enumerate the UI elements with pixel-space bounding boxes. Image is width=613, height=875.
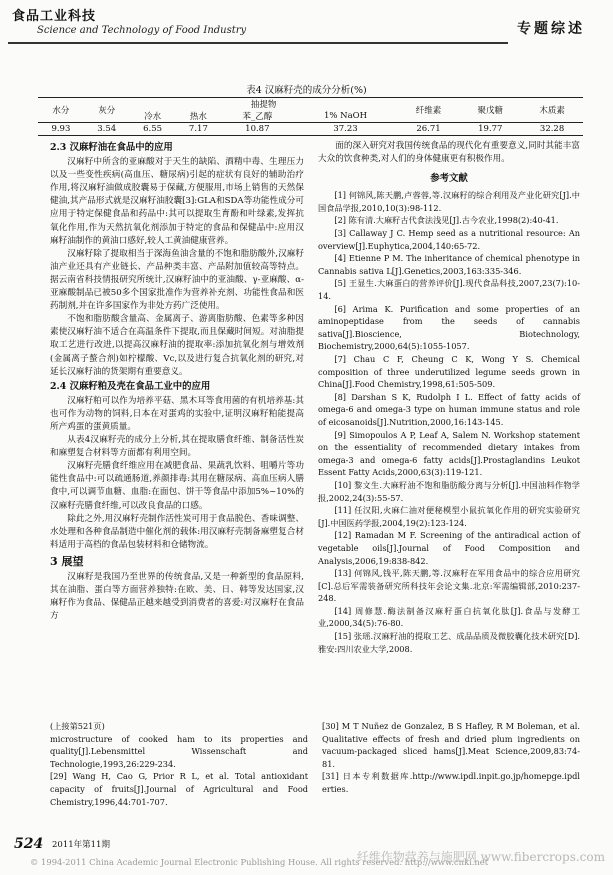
paragraph: 不饱和脂肪酸含量高、金属离子、游离脂肪酸、色素等多种因素使汉麻籽油不适合在高温条件下提取,而且保藏时间短。对油脂提取工艺进行改进,以提高汉麻籽油的提取率:添加抗氧化剂与增效剂(金属离子螯合剂)如柠檬酸、Vc,以及进行复合抗氧化剂的研究,对延长汉麻籽油的货架期有重要意义。 [50, 314, 304, 377]
section-heading: 2.4 汉麻籽粕及壳在食品工业中的应用 [50, 380, 211, 392]
paragraph: 汉麻籽中所含的亚麻酸对于天生的缺陷、酒精中毒、生理压力以及一些变性疾病(高血压、糖尿病)引起的症状有良好的辅助治疗作用,将汉麻籽油做成胶囊易于保藏,方便服用,市场上销售的天然保健油,其产品形式就是汉麻籽油胶囊[3]:GLA和SDA等功能性成分可应用于特定保健食品和药品中:其可以提取生育酚和叶绿素,发挥抗氧化作用,作为天然抗氧化剂添加于特定的食品和保健品中:应用汉麻籽油制作的黄油口感好,较人工黄油健康营养。 [50, 157, 304, 246]
reference-item: [15] 张瑶.汉麻籽油的提取工艺、成品品质及微胶囊化技术研究[D].雅安:四川农业大学,2008. [318, 631, 580, 654]
reference-item: [12] Ramadan M F. Screening of the antiradical action of vegetable oils[J].Journal of Food Composition and Analysis,2006,19:838-842. [318, 530, 580, 566]
col-header: 纤维素 [415, 106, 442, 116]
reference-item: [2] 陈有清.大麻籽古代食法浅见[J].古今农业,1998(2):40-41. [334, 215, 559, 226]
reference-item: [3] Callaway J C. Hemp seed as a nutritional resource: An overview[J].Euphytica,2004,140:65-72. [318, 228, 580, 251]
reference-item: [11] 任汉阳,火麻仁油对便秘模型小鼠抗氧化作用的研究实验研究[J].中国医药学报,2004,19(2):123-124. [318, 505, 580, 528]
table-cell: 3.54 [97, 124, 117, 134]
reference-item: [29] Wang H, Cao G, Prior R L, et al. Total antioxidant capacity of fruits[J].Journal of Agricultural and Food Chemistry,1996,44:701-707. [50, 771, 308, 807]
watermark: 纤维作物营养与施肥网 www.fibercrops.com [356, 850, 605, 864]
table-cell: 9.93 [51, 124, 71, 134]
left-column [50, 140, 304, 623]
reference-item: [7] Chau C F, Cheung C K, Wong Y S. Chemical composition of three underutilized legume seeds grown in China[J].Food Chemistry,1998,61:505-509. [318, 354, 580, 390]
continued-left [50, 720, 308, 808]
col-header: 苯_乙醇 [242, 112, 273, 122]
column-label: 专题综述 [517, 21, 585, 37]
reference-item: [5] 王显生.大麻蛋白的营养评价[J].现代食品科技,2007,23(7):10-14. [318, 278, 580, 302]
page-number: 524 [14, 836, 44, 852]
col-header: 灰分 [98, 106, 116, 116]
paragraph: 除此之外,用汉麻籽壳制作活性炭可用于食品脱色、香味调整、水处理和各种食品制造中催化剂的载体:用汉麻籽壳制备麻塑复合材料适用于高档的食品包装材料和仓储物流。 [50, 513, 304, 550]
col-header: 水分 [52, 106, 70, 116]
journal-title-en: Science and Technology of Food Industry [37, 25, 247, 36]
paragraph: 面的深入研究对我国传统食品的现代化有重要意义,同时其能丰富大众的饮食种类,对人们的身体健康更有积极作用。 [318, 141, 580, 165]
copyright-line: © 1994-2011 China Academic Journal Electronic Publishing House. All rights reserved. http://www.cnki.net [30, 857, 489, 867]
col-header: 聚戊糖 [477, 106, 504, 116]
composition-table [38, 97, 583, 136]
table-cell: 10.87 [245, 124, 270, 134]
table-cell: 37.23 [333, 124, 358, 134]
table-cell: 19.77 [478, 124, 503, 134]
reference-item: [6] Arima K. Purification and some properties of an aminopeptidase from the seeds of cannabis sativa[J].Bioscience, Biotechnology, Biochemistry,2000,64(5):1055-1057. [318, 303, 580, 352]
reference-item: [13] 何锦风,钱平,陈天鹏,等.汉麻籽在军用食品中的综合应用研究[C].总后军需装备研究所科技年会论文集.北京:军需编辑部,2010:237-248. [318, 568, 580, 604]
table-cell: 32.28 [539, 124, 565, 134]
reference-item: [1] 何锦风,陈天鹏,卢蓉蓉,等.汉麻籽的综合利用及产业化研究[J].中国食品学报,2010,10(3):98-112. [318, 190, 580, 213]
header-rule [8, 42, 508, 44]
journal-title-cn: 食品工业科技 [12, 9, 97, 24]
paragraph: 汉麻籽除了提取相当于深海鱼油含量的不饱和脂肪酸外,汉麻籽油产业还具有产业链长、产品种类丰富、产品附加值较高等特点。据云南省科技情报研究所统计,汉麻籽油中的亚油酸、γ-亚麻酸、α-亚麻酸制品已被50多个国家批准作为营养补充剂、功能性食品和医药制剂,并在许多国家作为非处方药广泛使用。 [50, 248, 304, 312]
paragraph: 汉麻籽是我国乃至世界的传统食品,又是一种新型的食品原料,其在油脂、蛋白等方面营养独特:在欧、美、日、韩等发达国家,汉麻籽作为食品、保健品正越来越受到消费者的喜爱:对汉麻籽在食品方 [50, 572, 304, 622]
reference-item: microstructure of cooked ham to its properties and quality[J].Lebensmittel Wissenschaft and Technologie,1993,26:229-234. [50, 733, 308, 769]
reference-item: [4] Etienne P M. The inheritance of chemical phenotype in Cannabis sativa L[J].Genetics,2003,163:335-346. [318, 253, 580, 276]
reference-item: [10] 黎文生.大麻籽油不饱和脂肪酸分离与分析[J].中国油料作物学报,2002,24(3):55-57. [318, 479, 580, 503]
reference-item: [14] 周修慧.酶法制备汉麻籽蛋白抗氧化肽[J].食品与发酵工业,2000,34(5):76-80. [318, 605, 580, 629]
table-cell: 6.55 [143, 124, 163, 134]
section-heading: 2.3 汉麻籽油在食品中的应用 [50, 142, 173, 153]
paragraph: 从表4汉麻籽壳的成分上分析,其在提取膳食纤维、制备活性炭和麻塑复合材料等方面都有利用空间。 [50, 435, 304, 459]
table-cell: 7.17 [188, 124, 208, 134]
col-header: 热水 [189, 112, 207, 122]
references-heading: 参考文献 [430, 173, 468, 185]
reference-item: [8] Darshan S K, Rudolph I L. Effect of fatty acids of omega-6 and omega-3 type on human immune status and role of eicosanoids[J].Nutrition,2000,16:143-145. [318, 391, 580, 427]
group-header: 抽提物 [250, 100, 277, 110]
continued-right [322, 720, 580, 796]
table-cell: 26.71 [416, 124, 441, 134]
issue-label: 2011年第11期 [52, 840, 110, 850]
right-column [318, 140, 580, 655]
reference-item: [9] Simopoulos A P, Leaf A, Salem N. Workshop statement on the essentiality of recommended dietary intakes from omega-3 and omega-6 fatty acids[J].Prostaglandins Leukot Essent Fatty Acids,2000,63(3):119-121. [318, 429, 580, 478]
col-header: 木质素 [539, 106, 565, 116]
table-caption: 表4 汉麻籽壳的成分分析(%) [246, 85, 367, 96]
continuation-note: (上接第521页) [50, 721, 105, 731]
paragraph: 汉麻籽壳膳食纤维应用在减肥食品、果蔬乳饮料、咀嚼片等功能性食品中:可以疏通肠道,养颜排毒:其用在糖尿病、高血压病人膳食中,可以调节血糖、血脂:在面包、饼干等食品中添加5%~10%的汉麻籽壳膳食纤维,可以改良食品的口感。 [50, 461, 304, 511]
col-header: 1% NaOH [323, 111, 368, 121]
col-header: 冷水 [144, 112, 162, 122]
reference-item: [30] M T Nuñez de Gonzalez, B S Hafley, R M Boleman, et al. Qualitative effects of fresh and dried plum ingredients on vacuum-packaged sliced hams[J].Meat Science,2009,83:74-81. [322, 721, 580, 769]
reference-item: [31] 日本专利数据库.http://www.ipdl.inpit.go.jp/homepge.ipdl erties. [322, 771, 580, 794]
paragraph: 汉麻籽粕可以作为培养平菇、黑木耳等食用菌的有机培养基:其也可作为动物的饲料,日本在对蛋鸡的实验中,证明汉麻籽粕能提高所产鸡蛋的蛋黄质量。 [50, 395, 304, 432]
section-heading: 3 展望 [50, 554, 84, 568]
